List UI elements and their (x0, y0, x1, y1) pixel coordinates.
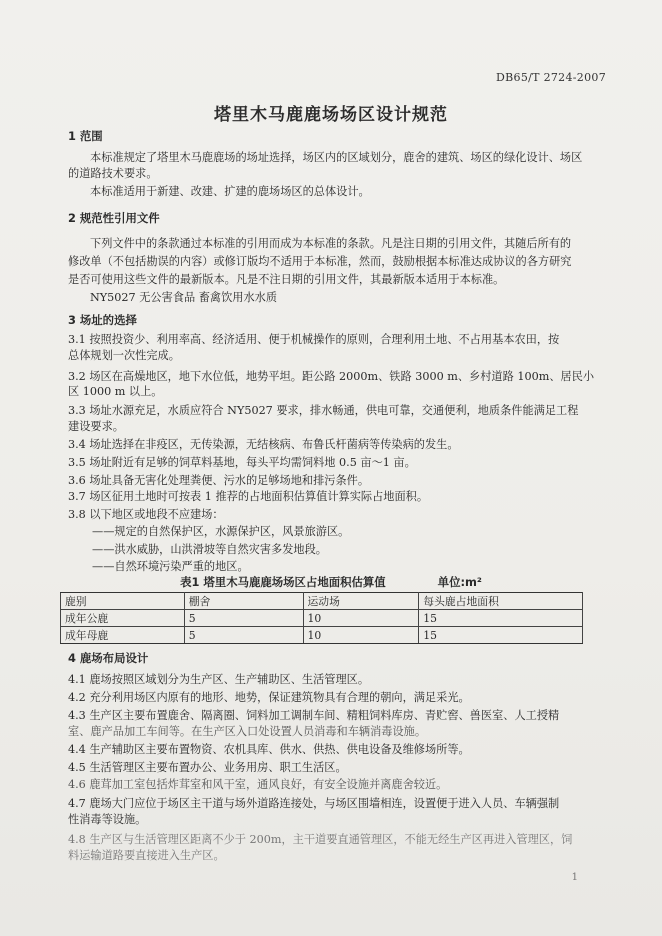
clause-line: 建设要求。 (68, 420, 124, 433)
area-estimate-table (60, 592, 583, 644)
clause-line: 区 1000 m 以上。 (68, 385, 163, 398)
paragraph-line: 修改单（不包括勘误的内容）或修订版均不适用于本标准，然而，鼓励根据本标准达成协议的各方研究 (68, 255, 572, 268)
section-4-heading: 4 鹿场布局设计 (68, 651, 149, 665)
clause-line: 4.6 鹿茸加工室包括炸茸室和风干室，通风良好，有安全设施并离鹿舍较近。 (68, 778, 448, 791)
clause-line: 3.6 场址具备无害化处理粪便、污水的足够场地和排污条件。 (68, 474, 370, 487)
table-cell: 10 (303, 610, 419, 627)
clause-line: 4.8 生产区与生活管理区距离不少于 200m，主干道要直通管理区，不能无经生产区再进入管理区，饲 (68, 833, 573, 846)
header-cell: 运动场 (303, 593, 419, 610)
clause-line: 料运输道路要直接进入生产区。 (68, 849, 225, 862)
table-header-row (61, 593, 583, 610)
table-row (61, 610, 583, 627)
table-unit: 单位:m² (437, 575, 482, 589)
clause-line: 4.3 生产区主要布置鹿舍、隔离圈、饲料加工调制车间、精粗饲料库房、青贮窖、兽医室、人工授精 (68, 709, 560, 722)
table-cell: 10 (303, 627, 419, 644)
table-cell: 5 (184, 610, 303, 627)
list-item: ——规定的自然保护区，水源保护区，风景旅游区。 (92, 525, 350, 538)
clause-line: 3.4 场址选择在非疫区，无传染源，无结核病、布鲁氏杆菌病等传染病的发生。 (68, 438, 459, 451)
table-cell: 15 (419, 627, 583, 644)
clause-line: 3.8 以下地区或地段不应建场： (68, 508, 224, 521)
clause-line: 4.4 生产辅助区主要布置物资、农机具库、供水、供热、供电设备及维修场所等。 (68, 743, 470, 756)
paragraph-line: 的道路技术要求。 (68, 167, 158, 180)
clause-line: 3.7 场区征用土地时可按表 1 推荐的占地面积估算值计算实际占地面积。 (68, 490, 429, 503)
paragraph-line: 本标准规定了塔里木马鹿鹿场的场址选择，场区内的区域划分，鹿舍的建筑、场区的绿化设计、场区 (90, 151, 583, 164)
clause-line: 4.2 充分利用场区内原有的地形、地势，保证建筑物具有合理的朝向，满足采光。 (68, 691, 470, 704)
clause-line: 3.5 场址附近有足够的饲草料基地，每头平均需饲料地 0.5 亩～1 亩。 (68, 456, 416, 469)
clause-line: 4.5 生活管理区主要布置办公、业务用房、职工生活区。 (68, 761, 347, 774)
paragraph-line: 本标准适用于新建、改建、扩建的鹿场场区的总体设计。 (90, 185, 370, 198)
clause-line: 3.1 按照投资少、利用率高、经济适用、便于机械操作的原则，合理利用土地、不占用基本农田，按 (68, 333, 560, 346)
reference-item: NY5027 无公害食品 畜禽饮用水水质 (90, 291, 278, 304)
table-title: 表1 塔里木马鹿鹿场场区占地面积估算值 (180, 575, 386, 589)
header-cell: 每头鹿占地面积 (419, 593, 583, 610)
list-item: ——自然环境污染严重的地区。 (92, 560, 249, 573)
clause-line: 3.2 场区在高燥地区，地下水位低，地势平坦。距公路 2000m、铁路 3000 m、乡村道路 100m、居民小 (68, 370, 595, 383)
clause-line: 总体规划一次性完成。 (68, 349, 180, 362)
paragraph-line: 下列文件中的条款通过本标准的引用而成为本标准的条款。凡是注日期的引用文件，其随后所有的 (90, 237, 572, 250)
standard-code: DB65/T 2724-2007 (496, 71, 606, 84)
clause-line: 4.1 鹿场按照区域划分为生产区、生产辅助区、生活管理区。 (68, 673, 370, 686)
header-cell: 棚舍 (184, 593, 303, 610)
clause-line: 性消毒等设施。 (68, 813, 147, 826)
clause-line: 室、鹿产品加工车间等。在生产区入口处设置人员消毒和车辆消毒设施。 (68, 725, 427, 738)
table-cell: 15 (419, 610, 583, 627)
document-title: 塔里木马鹿鹿场场区设计规范 (214, 105, 448, 125)
table-cell: 成年公鹿 (61, 610, 185, 627)
section-1-heading: 1 范围 (68, 129, 103, 143)
table-row (61, 627, 583, 644)
header-cell: 鹿别 (61, 593, 185, 610)
section-3-heading: 3 场址的选择 (68, 313, 137, 327)
clause-line: 3.3 场址水源充足，水质应符合 NY5027 要求，排水畅通，供电可靠，交通便利，地质条件能满足工程 (68, 404, 579, 417)
list-item: ——洪水威胁，山洪滑坡等自然灾害多发地段。 (92, 543, 327, 556)
clause-line: 4.7 鹿场大门应位于场区主干道与场外道路连接处，与场区围墙相连，设置便于进入人员、车辆强制 (68, 797, 560, 810)
paragraph-line: 是否可使用这些文件的最新版本。凡是不注日期的引用文件，其最新版本适用于本标准。 (68, 273, 505, 286)
page-number: 1 (571, 872, 578, 883)
section-2-heading: 2 规范性引用文件 (68, 211, 160, 225)
table-cell: 成年母鹿 (61, 627, 185, 644)
table-cell: 5 (184, 627, 303, 644)
table-caption (0, 574, 662, 590)
